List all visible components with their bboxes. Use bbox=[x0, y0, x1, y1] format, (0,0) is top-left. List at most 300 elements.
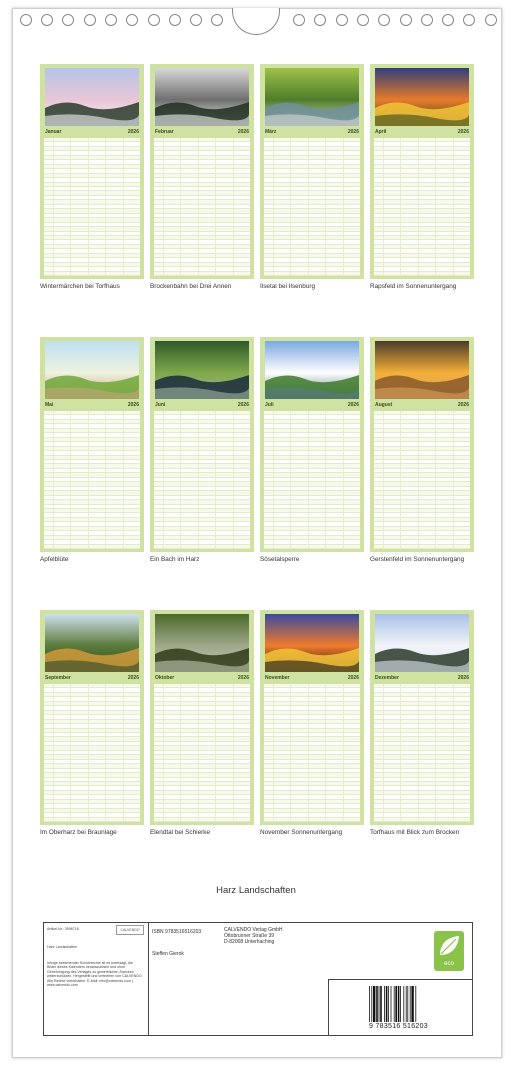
isbn-text: ISBN 9783516516203 bbox=[152, 929, 202, 935]
day-number-cell bbox=[44, 786, 53, 789]
planner-cell bbox=[198, 451, 215, 454]
planner-cell bbox=[400, 438, 417, 441]
planner-cell bbox=[453, 505, 470, 508]
planner-cell bbox=[325, 209, 342, 212]
day-number-cell bbox=[374, 473, 383, 476]
planner-cell bbox=[453, 183, 470, 186]
day-number-cell bbox=[44, 764, 53, 767]
planner-cell bbox=[53, 684, 70, 687]
planner-cell bbox=[453, 478, 470, 481]
planner-cell bbox=[53, 746, 70, 749]
planner-cell bbox=[290, 729, 307, 732]
day-number-cell bbox=[374, 755, 383, 758]
planner-cell bbox=[70, 513, 87, 516]
planner-cell bbox=[198, 142, 215, 145]
planner-cell bbox=[383, 420, 400, 423]
binding-hole bbox=[463, 14, 475, 26]
day-number-cell bbox=[264, 165, 273, 168]
planner-cell bbox=[233, 165, 250, 168]
planner-cell bbox=[53, 518, 70, 521]
planner-cell bbox=[198, 156, 215, 159]
planner-cell bbox=[290, 818, 307, 821]
planner-cell bbox=[290, 684, 307, 687]
planner-cell bbox=[88, 809, 105, 812]
planner-cell bbox=[215, 263, 232, 266]
planner-cell bbox=[383, 218, 400, 221]
planner-cell bbox=[180, 254, 197, 257]
planner-cell bbox=[343, 469, 360, 472]
planner-cell bbox=[435, 809, 452, 812]
planner-cell bbox=[273, 711, 290, 714]
planner-cell bbox=[198, 491, 215, 494]
day-rows bbox=[44, 411, 140, 549]
planner-cell bbox=[418, 733, 435, 736]
binding-hole bbox=[336, 14, 348, 26]
planner-cell bbox=[198, 232, 215, 235]
day-row bbox=[154, 818, 250, 822]
planner-cell bbox=[105, 464, 122, 467]
planner-cell bbox=[215, 804, 232, 807]
planner-cell bbox=[273, 429, 290, 432]
planner-cell bbox=[215, 795, 232, 798]
planner-cell bbox=[308, 527, 325, 530]
planner-cell bbox=[105, 420, 122, 423]
planner-cell bbox=[308, 196, 325, 199]
planner-cell bbox=[105, 786, 122, 789]
planner-cell bbox=[105, 151, 122, 154]
planner-cell bbox=[105, 218, 122, 221]
planner-cell bbox=[400, 500, 417, 503]
day-number-cell bbox=[374, 724, 383, 727]
planner-cell bbox=[180, 258, 197, 261]
planner-cell bbox=[400, 187, 417, 190]
planner-cell bbox=[88, 715, 105, 718]
planner-cell bbox=[180, 209, 197, 212]
day-number-cell bbox=[154, 522, 163, 525]
planner-cell bbox=[215, 254, 232, 257]
planner-cell bbox=[418, 764, 435, 767]
planner-cell bbox=[453, 809, 470, 812]
planner-cell bbox=[435, 254, 452, 257]
planner-cell bbox=[383, 438, 400, 441]
planner-cell bbox=[343, 697, 360, 700]
planner-cell bbox=[418, 429, 435, 432]
planner-cell bbox=[418, 755, 435, 758]
planner-cell bbox=[215, 500, 232, 503]
day-number-cell bbox=[374, 420, 383, 423]
planner-cell bbox=[123, 205, 140, 208]
planner-cell bbox=[215, 442, 232, 445]
planner-cell bbox=[435, 737, 452, 740]
planner-cell bbox=[233, 813, 250, 816]
planner-cell bbox=[343, 505, 360, 508]
planner-cell bbox=[308, 778, 325, 781]
planner-cell bbox=[435, 183, 452, 186]
planner-cell bbox=[88, 702, 105, 705]
planner-cell bbox=[180, 505, 197, 508]
day-number-cell bbox=[44, 804, 53, 807]
planner-cell bbox=[180, 142, 197, 145]
day-number-cell bbox=[154, 813, 163, 816]
planner-cell bbox=[453, 442, 470, 445]
planner-cell bbox=[198, 800, 215, 803]
planner-cell bbox=[53, 769, 70, 772]
planner-cell bbox=[435, 272, 452, 275]
planner-cell bbox=[88, 438, 105, 441]
planner-cell bbox=[325, 460, 342, 463]
day-number-cell bbox=[154, 531, 163, 534]
planner-cell bbox=[325, 191, 342, 194]
planner-cell bbox=[343, 800, 360, 803]
planner-cell bbox=[383, 240, 400, 243]
planner-cell bbox=[88, 800, 105, 803]
planner-cell bbox=[233, 720, 250, 723]
binding-hole bbox=[400, 14, 412, 26]
planner-cell bbox=[418, 540, 435, 543]
planner-cell bbox=[418, 227, 435, 230]
planner-cell bbox=[53, 751, 70, 754]
day-number-cell bbox=[264, 487, 273, 490]
day-number-cell bbox=[44, 531, 53, 534]
day-number-cell bbox=[44, 263, 53, 266]
planner-cell bbox=[88, 487, 105, 490]
day-number-cell bbox=[264, 227, 273, 230]
planner-cell bbox=[70, 447, 87, 450]
planner-cell bbox=[325, 487, 342, 490]
day-rows bbox=[264, 684, 360, 822]
planner-cell bbox=[163, 478, 180, 481]
planner-cell bbox=[215, 478, 232, 481]
planner-cell bbox=[400, 478, 417, 481]
planner-cell bbox=[273, 218, 290, 221]
day-number-cell bbox=[154, 174, 163, 177]
planner-cell bbox=[418, 711, 435, 714]
planner-cell bbox=[163, 818, 180, 821]
planner-cell bbox=[290, 715, 307, 718]
day-number-cell bbox=[264, 804, 273, 807]
planner-cell bbox=[453, 232, 470, 235]
planner-cell bbox=[273, 522, 290, 525]
planner-cell bbox=[435, 782, 452, 785]
planner-cell bbox=[308, 800, 325, 803]
day-number-cell bbox=[264, 536, 273, 539]
planner-cell bbox=[418, 456, 435, 459]
planner-cell bbox=[400, 755, 417, 758]
planner-cell bbox=[290, 214, 307, 217]
day-number-cell bbox=[154, 804, 163, 807]
planner-cell bbox=[400, 183, 417, 186]
day-number-cell bbox=[264, 469, 273, 472]
day-number-cell bbox=[44, 433, 53, 436]
planner-cell bbox=[88, 174, 105, 177]
planner-cell bbox=[105, 473, 122, 476]
planner-cell bbox=[325, 769, 342, 772]
planner-cell bbox=[53, 174, 70, 177]
planner-cell bbox=[400, 254, 417, 257]
day-number-cell bbox=[154, 469, 163, 472]
planner-cell bbox=[123, 147, 140, 150]
planner-cell bbox=[53, 236, 70, 239]
planner-cell bbox=[453, 791, 470, 794]
day-number-cell bbox=[264, 478, 273, 481]
planner-cell bbox=[88, 460, 105, 463]
day-number-cell bbox=[44, 684, 53, 687]
planner-cell bbox=[343, 460, 360, 463]
planner-cell bbox=[198, 160, 215, 163]
planner-cell bbox=[163, 258, 180, 261]
planner-cell bbox=[163, 263, 180, 266]
month-photo bbox=[265, 614, 359, 672]
day-number-cell bbox=[154, 160, 163, 163]
planner-cell bbox=[308, 509, 325, 512]
planner-cell bbox=[88, 254, 105, 257]
planner-cell bbox=[290, 263, 307, 266]
month-block bbox=[150, 610, 254, 836]
planner-cell bbox=[308, 267, 325, 270]
planner-cell bbox=[215, 711, 232, 714]
day-number-cell bbox=[154, 755, 163, 758]
planner-cell bbox=[343, 165, 360, 168]
planner-cell bbox=[325, 433, 342, 436]
publisher-name: CALVENDO Verlag GmbH bbox=[224, 927, 283, 933]
day-number-cell bbox=[264, 415, 273, 418]
planner-cell bbox=[435, 536, 452, 539]
planner-cell bbox=[435, 160, 452, 163]
planner-cell bbox=[343, 196, 360, 199]
planner-cell bbox=[273, 424, 290, 427]
binding-hole bbox=[485, 14, 497, 26]
planner-cell bbox=[273, 482, 290, 485]
planner-cell bbox=[233, 769, 250, 772]
planner-cell bbox=[70, 800, 87, 803]
planner-cell bbox=[273, 200, 290, 203]
day-number-cell bbox=[374, 174, 383, 177]
planner-cell bbox=[308, 688, 325, 691]
planner-cell bbox=[105, 487, 122, 490]
day-number-cell bbox=[374, 429, 383, 432]
planner-cell bbox=[180, 702, 197, 705]
day-number-cell bbox=[264, 746, 273, 749]
planner-cell bbox=[418, 165, 435, 168]
day-number-cell bbox=[264, 706, 273, 709]
planner-cell bbox=[400, 442, 417, 445]
planner-cell bbox=[435, 706, 452, 709]
planner-cell bbox=[453, 456, 470, 459]
planner-cell bbox=[418, 214, 435, 217]
month-block bbox=[260, 64, 364, 290]
planner-cell bbox=[233, 773, 250, 776]
planner-cell bbox=[70, 746, 87, 749]
planner-cell bbox=[290, 218, 307, 221]
planner-cell bbox=[105, 688, 122, 691]
planner-cell bbox=[198, 818, 215, 821]
planner-cell bbox=[198, 813, 215, 816]
planner-cell bbox=[215, 755, 232, 758]
planner-cell bbox=[273, 254, 290, 257]
planner-cell bbox=[53, 693, 70, 696]
planner-cell bbox=[418, 415, 435, 418]
planner-cell bbox=[233, 800, 250, 803]
planner-cell bbox=[70, 187, 87, 190]
planner-cell bbox=[453, 245, 470, 248]
planner-cell bbox=[88, 693, 105, 696]
planner-cell bbox=[273, 214, 290, 217]
planner-cell bbox=[383, 456, 400, 459]
month-caption: Elendtal bei Schierke bbox=[150, 829, 211, 836]
planner-cell bbox=[180, 200, 197, 203]
planner-cell bbox=[88, 522, 105, 525]
planner-cell bbox=[180, 795, 197, 798]
planner-cell bbox=[453, 818, 470, 821]
month-photo bbox=[155, 68, 249, 126]
planner-cell bbox=[273, 760, 290, 763]
day-number-cell bbox=[154, 760, 163, 763]
planner-cell bbox=[435, 196, 452, 199]
month-block bbox=[150, 337, 254, 563]
planner-cell bbox=[435, 420, 452, 423]
planner-cell bbox=[435, 258, 452, 261]
planner-cell bbox=[325, 232, 342, 235]
planner-cell bbox=[105, 496, 122, 499]
day-number-cell bbox=[154, 473, 163, 476]
planner-cell bbox=[383, 482, 400, 485]
day-number-cell bbox=[44, 778, 53, 781]
planner-cell bbox=[435, 151, 452, 154]
planner-cell bbox=[53, 800, 70, 803]
planner-cell bbox=[163, 800, 180, 803]
planner-cell bbox=[198, 415, 215, 418]
planner-cell bbox=[180, 165, 197, 168]
day-number-cell bbox=[374, 702, 383, 705]
planner-cell bbox=[198, 536, 215, 539]
day-number-cell bbox=[374, 751, 383, 754]
day-number-cell bbox=[154, 156, 163, 159]
planner-cell bbox=[418, 522, 435, 525]
planner-cell bbox=[233, 236, 250, 239]
planner-cell bbox=[105, 415, 122, 418]
day-number-cell bbox=[44, 536, 53, 539]
planner-cell bbox=[123, 227, 140, 230]
planner-cell bbox=[273, 545, 290, 548]
planner-cell bbox=[273, 697, 290, 700]
planner-cell bbox=[273, 800, 290, 803]
planner-cell bbox=[325, 200, 342, 203]
planner-cell bbox=[88, 447, 105, 450]
planner-cell bbox=[453, 804, 470, 807]
day-number-cell bbox=[374, 688, 383, 691]
planner-cell bbox=[180, 500, 197, 503]
planner-cell bbox=[435, 232, 452, 235]
planner-cell bbox=[453, 509, 470, 512]
planner-cell bbox=[198, 804, 215, 807]
planner-cell bbox=[215, 536, 232, 539]
planner-cell bbox=[435, 200, 452, 203]
day-number-cell bbox=[44, 223, 53, 226]
planner-cell bbox=[418, 782, 435, 785]
barcode-bar bbox=[369, 986, 370, 1022]
planner-cell bbox=[53, 715, 70, 718]
day-number-cell bbox=[374, 729, 383, 732]
planner-cell bbox=[163, 751, 180, 754]
planner-cell bbox=[163, 505, 180, 508]
planner-cell bbox=[418, 496, 435, 499]
planner-cell bbox=[383, 531, 400, 534]
imprint-box bbox=[43, 922, 473, 1036]
planner-cell bbox=[53, 447, 70, 450]
planner-cell bbox=[180, 469, 197, 472]
planner-cell bbox=[233, 196, 250, 199]
planner-cell bbox=[105, 540, 122, 543]
month-block bbox=[370, 610, 474, 836]
planner-cell bbox=[325, 142, 342, 145]
planner-cell bbox=[290, 513, 307, 516]
planner-cell bbox=[163, 697, 180, 700]
planner-cell bbox=[418, 536, 435, 539]
planner-cell bbox=[233, 482, 250, 485]
planner-cell bbox=[233, 209, 250, 212]
planner-cell bbox=[343, 760, 360, 763]
planner-cell bbox=[343, 764, 360, 767]
planner-cell bbox=[198, 245, 215, 248]
planner-cell bbox=[290, 509, 307, 512]
planner-cell bbox=[383, 729, 400, 732]
planner-cell bbox=[198, 460, 215, 463]
barcode-bar bbox=[398, 986, 400, 1022]
planner-cell bbox=[273, 737, 290, 740]
planner-cell bbox=[215, 178, 232, 181]
planner-cell bbox=[453, 424, 470, 427]
planner-cell bbox=[383, 236, 400, 239]
day-number-cell bbox=[44, 729, 53, 732]
month-card bbox=[40, 610, 144, 825]
planner-cell bbox=[308, 187, 325, 190]
planner-cell bbox=[198, 464, 215, 467]
planner-cell bbox=[290, 272, 307, 275]
day-number-cell bbox=[374, 491, 383, 494]
day-number-cell bbox=[264, 509, 273, 512]
planner-cell bbox=[290, 795, 307, 798]
day-number-cell bbox=[264, 473, 273, 476]
planner-cell bbox=[163, 183, 180, 186]
planner-cell bbox=[453, 200, 470, 203]
planner-cell bbox=[198, 688, 215, 691]
planner-cell bbox=[53, 804, 70, 807]
binding-hole bbox=[211, 14, 223, 26]
planner-cell bbox=[70, 272, 87, 275]
article-number: Artikel-Nr.: 3596716 bbox=[47, 927, 79, 931]
planner-cell bbox=[325, 737, 342, 740]
planner-cell bbox=[163, 232, 180, 235]
planner-cell bbox=[418, 160, 435, 163]
planner-cell bbox=[273, 693, 290, 696]
planner-cell bbox=[400, 527, 417, 530]
month-header bbox=[374, 674, 470, 683]
planner-cell bbox=[53, 478, 70, 481]
planner-cell bbox=[325, 818, 342, 821]
planner-cell bbox=[215, 191, 232, 194]
month-block bbox=[40, 64, 144, 290]
planner-cell bbox=[418, 236, 435, 239]
planner-cell bbox=[70, 165, 87, 168]
planner-cell bbox=[215, 218, 232, 221]
planner-cell bbox=[70, 684, 87, 687]
planner-cell bbox=[215, 433, 232, 436]
planner-cell bbox=[435, 684, 452, 687]
planner-cell bbox=[325, 791, 342, 794]
planner-cell bbox=[325, 809, 342, 812]
planner-cell bbox=[435, 447, 452, 450]
planner-cell bbox=[290, 764, 307, 767]
